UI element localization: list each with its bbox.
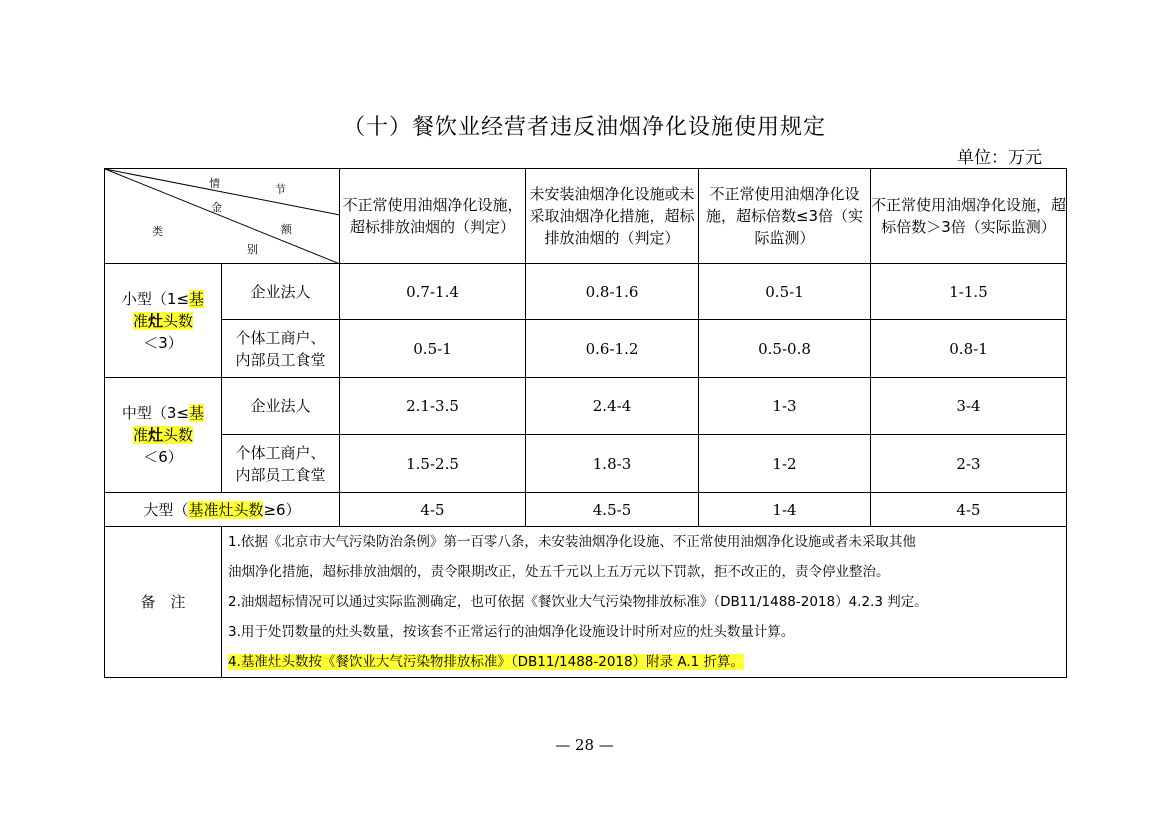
- value-cell: 1-2: [699, 435, 871, 493]
- column-header-2: 未安装油烟净化设施或未采取油烟净化措施，超标排放油烟的（判定）: [526, 169, 699, 264]
- notes-content: [222, 527, 1067, 678]
- notes-row: [105, 527, 1067, 678]
- value-cell: 0.8-1: [871, 320, 1067, 378]
- table-row: [105, 264, 1067, 320]
- note-line-3: 2.油烟超标情况可以通过实际监测确定，也可依据《餐饮业大气污染物排放标准》（DB11/1488-2018）4.2.3 判定。: [228, 594, 928, 610]
- unit-label: 单位：万元: [957, 148, 1042, 168]
- page-title: （十）餐饮业经营者违反油烟净化设施使用规定: [342, 115, 826, 140]
- category-large: 大型（基准灶头数≥6）: [105, 493, 340, 527]
- table-row-large: [105, 493, 1067, 527]
- header-lei: 类: [152, 225, 163, 238]
- value-cell: 4-5: [871, 493, 1067, 527]
- value-cell: 0.8-1.6: [526, 264, 699, 320]
- note-line-4: 3.用于处罚数量的灶头数量，按该套不正常运行的油烟净化设施设计时所对应的灶头数量计算。: [228, 624, 795, 640]
- value-cell: 4.5-5: [526, 493, 699, 527]
- column-header-3: 不正常使用油烟净化设施，超标倍数≤3倍（实际监测）: [699, 169, 871, 264]
- value-cell: 2-3: [871, 435, 1067, 493]
- header-jin: 金: [211, 201, 222, 214]
- value-cell: 2.1-3.5: [340, 378, 526, 435]
- value-cell: 2.4-4: [526, 378, 699, 435]
- value-cell: 4-5: [340, 493, 526, 527]
- diagonal-header-cell: [105, 169, 340, 264]
- header-bie: 别: [247, 243, 258, 256]
- table-header-row: [105, 169, 1067, 264]
- note-line-1: 1.依据《北京市大气污染防治条例》第一百零八条，未安装油烟净化设施、不正常使用油烟净化设施或者未采取其他: [228, 534, 916, 550]
- subtype-cell: 企业法人: [222, 264, 340, 320]
- subtype-cell: 个体工商户、 内部员工食堂: [222, 320, 340, 378]
- header-e: 额: [281, 223, 292, 236]
- value-cell: 0.5-1: [699, 264, 871, 320]
- header-jie: 节: [275, 183, 286, 196]
- subtype-cell: 企业法人: [222, 378, 340, 435]
- column-header-4: 不正常使用油烟净化设施，超标倍数＞3倍（实际监测）: [871, 169, 1067, 264]
- value-cell: 0.7-1.4: [340, 264, 526, 320]
- value-cell: 0.5-0.8: [699, 320, 871, 378]
- value-cell: 1.8-3: [526, 435, 699, 493]
- subtype-cell: 个体工商户、 内部员工食堂: [222, 435, 340, 493]
- value-cell: 1-1.5: [871, 264, 1067, 320]
- header-qing: 情: [209, 177, 220, 190]
- value-cell: 0.5-1: [340, 320, 526, 378]
- note-line-5: 4.基准灶头数按《餐饮业大气污染物排放标准》（DB11/1488-2018）附录 A.1 折算。: [228, 654, 745, 670]
- value-cell: 1-4: [699, 493, 871, 527]
- table-row: [105, 320, 1067, 378]
- value-cell: 0.6-1.2: [526, 320, 699, 378]
- column-header-1: 不正常使用油烟净化设施，超标排放油烟的（判定）: [340, 169, 526, 264]
- category-small: 小型（1≤基 准灶头数 ＜3）: [105, 264, 222, 378]
- category-medium: 中型（3≤基 准灶头数 ＜6）: [105, 378, 222, 493]
- penalty-table: [104, 168, 1067, 678]
- page-number: — 28 —: [555, 736, 614, 754]
- value-cell: 3-4: [871, 378, 1067, 435]
- table-row: [105, 435, 1067, 493]
- diagonal-lines: [105, 169, 340, 264]
- value-cell: 1.5-2.5: [340, 435, 526, 493]
- value-cell: 1-3: [699, 378, 871, 435]
- note-line-2: 油烟净化措施，超标排放油烟的，责令限期改正，处五千元以上五万元以下罚款，拒不改正的，责令停业整治。: [228, 564, 890, 580]
- table-row: [105, 378, 1067, 435]
- notes-label: 备 注: [105, 527, 222, 678]
